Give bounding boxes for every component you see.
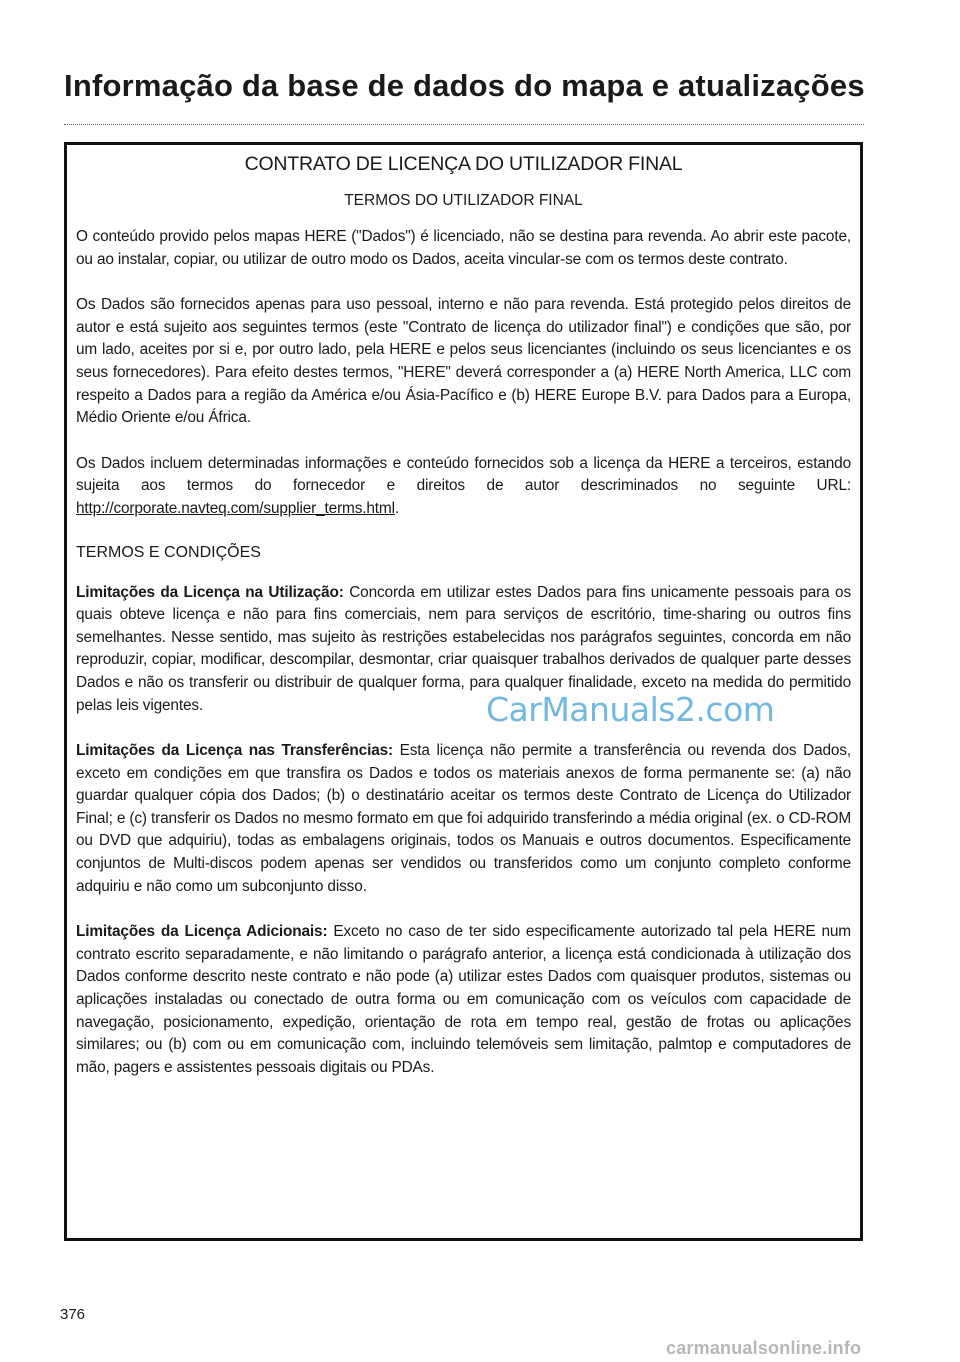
page-title: Informação da base de dados do mapa e atualizações — [64, 68, 865, 103]
usage-limitations-text: Concorda em utilizar estes Dados para fins unicamente pessoais para os quais obteve licença e não para fins comerciais, nem para serviços de escritório, time-sharing ou outros fins semelhantes. Nesse sentido, mas sujeito às restrições estabelecidas nos parágrafos seguintes, concorda em não reproduzir, copiar, modificar, descompilar, desmontar, criar quaisquer trabalhos derivados de qualquer parte desses Dados e não os transferir ou distribuir de qualquer forma, para qualquer finalidade, exceto na medida do permitido pelas leis vigentes. — [76, 583, 851, 714]
license-heading: CONTRATO DE LICENÇA DO UTILIZADOR FINAL — [244, 153, 683, 175]
page-number: 376 — [60, 1306, 86, 1323]
additional-limitations-text: Exceto no caso de ter sido especificamente autorizado tal pela HERE num contrato escrito separadamente, e não limitando o parágrafo anterior, a licença está condicionada à utilização dos Dados conforme descrito neste contrato e não pode (a) utilizar estes Dados com quaisquer produtos, sistemas ou aplicações instaladas ou conectado de outra forma ou em comunicação com os veículos com capacidade de navegação, posicionamento, expedição, orientação de rota em tempo real, gestão de frotas ou aplicações similares; ou (b) com ou em comunicação com, incluindo telemóveis sem limitação, palmtop e computadores de mão, pagers e assistentes pessoais digitais ou PDAs. — [76, 923, 851, 1076]
supplier-text: Os Dados incluem determinadas informações e conteúdo fornecidos sob a licença da HERE a terceiros, estando sujeita aos termos do fornecedor e direitos de autor descriminados no seguinte URL: — [76, 454, 851, 495]
usage-limitations-lead: Limitações da Licença na Utilização: — [76, 583, 344, 601]
transfer-limitations-lead: Limitações da Licença nas Transferências: — [76, 742, 393, 760]
intro-paragraph: O conteúdo provido pelos mapas HERE ("Dados") é licenciado, não se destina para revenda. Ao abrir este pacote, ou ao instalar, copiar, ou utilizar de outro modo os Dados, aceita vincular-se com os termos deste contrato. — [76, 228, 851, 268]
supplier-terms-link[interactable]: http://corporate.navteq.com/supplier_terms.html — [76, 499, 395, 517]
supplier-paragraph — [76, 453, 851, 521]
transfer-limitations-paragraph — [76, 740, 851, 898]
terms-heading: TERMOS E CONDIÇÕES — [76, 543, 261, 561]
watermark: CarManuals2.com — [486, 690, 775, 729]
transfer-limitations-text: Esta licença não permite a transferência ou revenda dos Dados, exceto em condições em que transfira os Dados e todos os materiais anexos de forma permanente se: (a) não guardar qualquer cópia dos Dados; (b) o destinatário aceitar os termos deste Contrato de Licença do Utilizador Final; e (c) transferir os Dados no mesmo formato em que foi adquirido transferindo a média original (ex. o CD-ROM ou DVD que adquiriu), todas as embalagens originais, todos os Manuais e outros documentos. Especificamente conjuntos de Multi-discos podem apenas ser vendidos ou transferidos como um conjunto completo conforme adquiriu e não como um subconjunto disso. — [76, 742, 851, 895]
title-divider — [64, 124, 864, 125]
scope-paragraph: Os Dados são fornecidos apenas para uso pessoal, interno e não para revenda. Está protegido pelos direitos de autor e está sujeito aos seguintes termos (este "Contrato de licença do utilizador final") e condições que são, por um lado, aceites por si e, por outro lado, pela HERE e pelos seus licenciantes (incluindo os seus licenciantes e os seus fornecedores). Para efeito destes termos, "HERE" deverá corresponder a (a) HERE North America, LLC com respeito a Dados para a região da América e/ou Ásia-Pacífico e (b) HERE Europe B.V. para Dados para a Europa, Médio Oriente e/ou África. — [76, 296, 851, 427]
additional-limitations-paragraph — [76, 921, 851, 1079]
supplier-end: . — [394, 499, 400, 517]
footer-watermark: carmanualsonline.info — [666, 1338, 862, 1358]
license-subheading: TERMOS DO UTILIZADOR FINAL — [344, 192, 583, 209]
additional-limitations-lead: Limitações da Licença Adicionais: — [76, 923, 328, 941]
